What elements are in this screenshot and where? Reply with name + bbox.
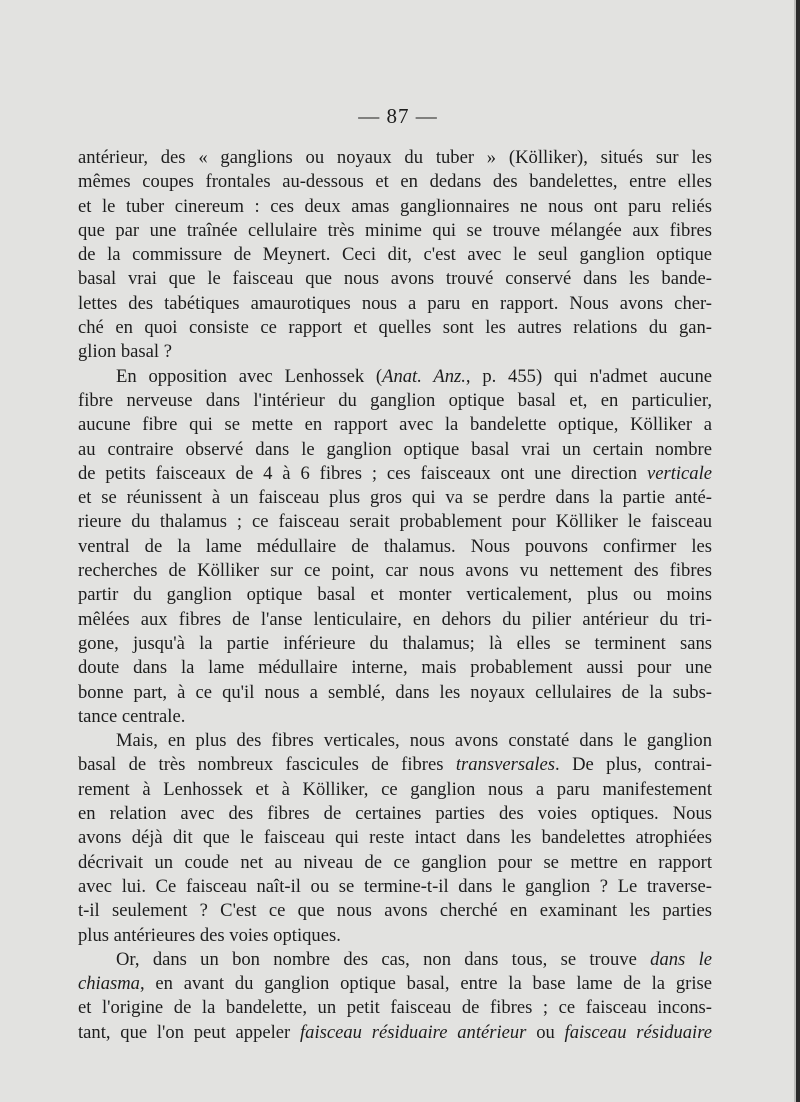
text-run: , p. 455) qui n'admet aucune: [465, 365, 712, 387]
text-run: bonne part, à ce qu'il nous a semblé, dans les noyaux cellulaires de la subs-: [78, 681, 712, 703]
text-line: [78, 656, 712, 680]
text-line: [78, 219, 712, 243]
text-run: ou: [526, 1021, 565, 1043]
text-line: [78, 195, 712, 219]
text-line: [78, 753, 712, 777]
italic-text: faisceau résiduaire antérieur: [300, 1021, 527, 1043]
text-run: . De plus, contrai-: [555, 754, 712, 776]
text-run: aucune fibre qui se mette en rapport avec la bandelette optique, Kölliker a: [78, 414, 712, 436]
text-run: mêlées aux fibres de l'anse lenticulaire, en dehors du pilier antérieur du tri-: [78, 608, 712, 630]
text-run: et l'origine de la bandelette, un petit faisceau de fibres ; ce faisceau incons-: [78, 997, 712, 1019]
text-line: [78, 486, 712, 510]
text-run: avec lui. Ce faisceau naît-il ou se termine-t-il dans le ganglion ? Le traverse-: [78, 875, 712, 897]
text-run: basal vrai que le faisceau que nous avons trouvé conservé dans les bande-: [78, 268, 712, 290]
text-line: [78, 340, 712, 364]
text-run: de la commissure de Meynert. Ceci dit, c'est avec le seul ganglion optique: [78, 244, 712, 266]
text-line: [78, 243, 712, 267]
text-line: [78, 316, 712, 340]
text-run: lettes des tabétiques amaurotiques nous a paru en rapport. Nous avons cher-: [78, 292, 712, 314]
text-line: [78, 559, 712, 583]
text-line: [78, 292, 712, 316]
text-run: En opposition avec Lenhossek (: [116, 365, 383, 387]
page-number: — 87 —: [358, 104, 438, 128]
text-line: [78, 146, 712, 170]
italic-text: transversales: [455, 754, 556, 776]
body-text: [78, 146, 712, 1045]
text-line: [78, 972, 712, 996]
italic-text: faisceau résiduaire: [564, 1021, 713, 1043]
text-run: au contraire observé dans le ganglion optique basal vrai un certain nombre: [78, 438, 712, 460]
text-run: rieure du thalamus ; ce faisceau serait probablement pour Kölliker le faisceau: [78, 511, 712, 533]
text-run: plus antérieures des voies optiques.: [78, 924, 341, 946]
text-run: que par une traînée cellulaire très minime qui se trouve mélangée aux fibres: [78, 219, 712, 241]
text-run: tant, que l'on peut appeler: [78, 1021, 300, 1043]
text-line: [78, 996, 712, 1020]
text-line: [78, 924, 712, 948]
text-line: [78, 899, 712, 923]
text-line: [78, 535, 712, 559]
text-line: [78, 510, 712, 534]
text-run: antérieur, des « ganglions ou noyaux du tuber » (Kölliker), situés sur les: [78, 147, 712, 168]
text-line: [78, 583, 712, 607]
text-line: [78, 1021, 712, 1045]
page-edge: [796, 0, 800, 1102]
italic-text: verticale: [646, 462, 712, 484]
text-line: [78, 705, 712, 729]
text-run: glion basal ?: [78, 341, 172, 363]
text-line: [78, 413, 712, 437]
text-run: mêmes coupes frontales au-dessous et en dedans des bandelettes, entre elles: [78, 171, 712, 193]
text-line: [78, 681, 712, 705]
text-run: gone, jusqu'à la partie inférieure du thalamus; là elles se terminent sans: [78, 632, 712, 654]
text-run: Or, dans un bon nombre des cas, non dans tous, se trouve: [116, 948, 651, 970]
text-line: [78, 438, 712, 462]
text-line: [78, 778, 712, 802]
text-run: fibre nerveuse dans l'intérieur du ganglion optique basal et, en particulier,: [78, 389, 712, 411]
text-run: ventral de la lame médullaire de thalamus. Nous pouvons confirmer les: [78, 535, 712, 557]
text-line: [78, 632, 712, 656]
text-run: partir du ganglion optique basal et monter verticalement, plus ou moins: [78, 584, 712, 606]
text-line: [78, 462, 712, 486]
text-line: [78, 365, 712, 389]
text-run: doute dans la lame médullaire interne, mais probablement aussi pour une: [78, 657, 712, 679]
text-line: [78, 802, 712, 826]
text-run: , en avant du ganglion optique basal, entre la base lame de la grise: [139, 973, 712, 995]
italic-text: chiasma: [78, 973, 140, 995]
text-line: [78, 608, 712, 632]
text-run: avons déjà dit que le faisceau qui reste intact dans les bandelettes atrophiées: [78, 827, 712, 849]
text-run: décrivait un coude net au niveau de ce ganglion pour se mettre en rapport: [78, 851, 712, 873]
italic-text: Anat. Anz.: [382, 365, 466, 387]
text-line: [78, 267, 712, 291]
text-line: [78, 948, 712, 972]
text-run: t-il seulement ? C'est ce que nous avons cherché en examinant les parties: [78, 900, 712, 922]
text-run: recherches de Kölliker sur ce point, car nous avons vu nettement des fibres: [78, 560, 712, 582]
text-line: [78, 170, 712, 194]
text-run: rement à Lenhossek et à Kölliker, ce ganglion nous a paru manifestement: [78, 778, 712, 800]
text-run: de petits faisceaux de 4 à 6 fibres ; ces faisceaux ont une direction: [78, 462, 647, 484]
text-run: basal de très nombreux fascicules de fibres: [78, 754, 456, 776]
text-line: [78, 851, 712, 875]
text-run: en relation avec des fibres de certaines parties des voies optiques. Nous: [78, 803, 712, 825]
text-run: ché en quoi consiste ce rapport et quelles sont les autres relations du gan-: [78, 317, 712, 339]
text-run: tance centrale.: [78, 705, 186, 727]
text-run: et le tuber cinereum : ces deux amas ganglionnaires ne nous ont paru reliés: [78, 195, 712, 217]
text-line: [78, 875, 712, 899]
text-run: Mais, en plus des fibres verticales, nous avons constaté dans le ganglion: [116, 730, 712, 752]
italic-text: dans le: [650, 948, 712, 970]
text-line: [78, 826, 712, 850]
text-run: et se réunissent à un faisceau plus gros qui va se perdre dans la partie anté-: [78, 487, 712, 509]
text-line: [78, 729, 712, 753]
text-line: [78, 389, 712, 413]
